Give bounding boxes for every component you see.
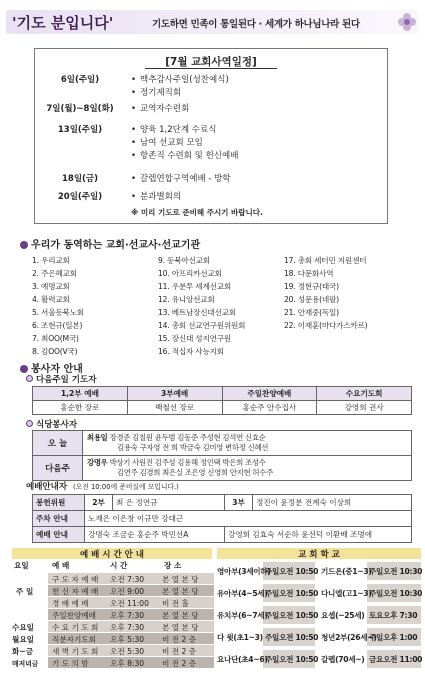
list-item: 3. 예명교회 (32, 282, 70, 291)
table-header: 수요기도회 (317, 387, 412, 401)
service-heading: 봉사자 안내 (20, 360, 83, 375)
list-item: 16. 적십자 사능지회 (158, 347, 224, 356)
schedule-date: 18일(금) (61, 174, 99, 184)
row-label: 오 늘 (33, 431, 83, 456)
table-cell: 백철선 장로 (127, 401, 222, 415)
bullet-icon (20, 365, 28, 373)
schedule-item: • 정기제직회 (131, 88, 182, 98)
table-header-row (12, 560, 214, 572)
schedule-date: 13일(주일) (57, 125, 103, 135)
list-item: 14. 총회 선교연구원위원회 (158, 321, 246, 330)
table-row: 요나단(초4~6) 주일오전 10:50 갈렙(70세~) 금요오전 11:00 (217, 648, 421, 670)
table-row: 영아부(3세이하) 주일오전 10:50 기드온(중1~3) 주일오전 10:30 (217, 560, 421, 582)
next-week-heading: 다음주일 기도자 (26, 373, 96, 385)
table-row: 주일찬양예배 오후 7:30 본 열 본 당 (52, 611, 199, 620)
list-item: 17. 총회 세터민 지원센터 (284, 256, 367, 265)
list-item: 20. 성문용(네팔) (284, 295, 339, 304)
table-row: 월요일 직분자기도회 오후 5:30 비 전 2 층 (12, 635, 197, 644)
table-row: 다 윗(초1~3) 주일오전 10:50 청년2부(26세~) 주일오후 1:00 (217, 626, 421, 648)
row-label: 예배 안내 (33, 527, 85, 543)
worship-times-title: 예 배 시 간 안 내 (12, 548, 212, 559)
list-item: 2. 주은혜교회 (32, 269, 77, 278)
table-cell: 강영희 김효숙 서순하 윤선덕 이환배 조명애 (225, 527, 412, 543)
list-item: 7. 최OO(M국) (32, 334, 79, 343)
table-row: 화~금 새 벽 기 도 회 오전 5:30 비 전 2 층 (12, 647, 197, 656)
table-row: 수요일 수 요 기 도 회 오후 7:30 본 열 본 당 (12, 623, 199, 632)
table-row: 유치부(6~7세) 주일오전 10:50 요셉(~25세) 토요오후 7:30 (217, 604, 421, 626)
list-item: 10. 아프리카선교회 (158, 269, 222, 278)
schedule-title: [7월 교회사역일정] (165, 56, 257, 68)
page-header (6, 10, 419, 34)
table-row (33, 527, 412, 543)
meal-table (32, 430, 412, 481)
divider (145, 68, 277, 69)
schedule-date: 7일(월)~8일(화) (46, 104, 114, 114)
schedule-date: 6일(주일) (60, 75, 100, 85)
table-cell: 강명숙 조금순 홍순주 박민선A (85, 527, 225, 543)
schedule-item: • 분과별회의 (131, 192, 182, 202)
table-header: 3부예배 (127, 387, 222, 401)
page-title: '기도 분입니다' (12, 14, 114, 32)
table-row (33, 456, 412, 481)
table-row (33, 511, 412, 527)
list-item: 6. 조현규(일본) (32, 321, 83, 330)
list-item: 13. 베트남장신대선교회 (158, 308, 236, 317)
table-cell: 3부 (225, 495, 253, 511)
table-row: 경 배 예 배 오전 11:00 비 전 홀 (52, 599, 189, 608)
meal-heading: 식당봉사자 (26, 418, 77, 430)
schedule-box (34, 48, 388, 224)
table-row (33, 431, 412, 456)
list-item: 4. 활력교회 (32, 295, 70, 304)
table-row: 구 도 자 예 배 오전 7:30 본 열 본 당 (52, 575, 199, 584)
bullet-icon (26, 375, 33, 382)
schedule-date: 20일(주일) (57, 192, 103, 202)
guide-table (32, 494, 412, 543)
table-row (33, 495, 412, 511)
church-school-title: 교 회 학 교 (217, 548, 421, 559)
table-cell: 홍순한 장로 (33, 401, 128, 415)
schedule-item: • 갈렙연합구역예배 - 방학 (131, 174, 231, 184)
table-cell: 최 은 정연규 (113, 495, 225, 511)
table-cell: 홍순주 안수집사 (222, 401, 317, 415)
table-cell: 정진이 윤정분 전계숙 이상희 (253, 495, 412, 511)
bullet-icon (20, 241, 28, 249)
table-cell: 강명우 박상기 사원진 김주성 김용해 정인택 박은희 조성수 김연주 김경희 최은실 조은영 신영희 안지현 허수주 (83, 456, 412, 481)
schedule-item: • 맥추감사주일(성찬예식) (131, 75, 229, 85)
table-header: 시 간 (110, 561, 128, 570)
prayer-table (32, 386, 412, 415)
schedule-item: • 교역자수련회 (131, 104, 190, 114)
flower-icon (397, 12, 417, 32)
list-item: 12. 유니앙선교회 (158, 295, 215, 304)
schedule-item: • 양육 1,2단계 수료식 (131, 125, 217, 135)
table-cell: 2부 (85, 495, 113, 511)
table-row: 주 일 헌 신 자 예 배 오전 9:00 본 열 본 당 (16, 587, 199, 596)
table-header: 1,2부 예배 (33, 387, 128, 401)
list-item: 5. 서울동북노회 (32, 308, 84, 317)
table-cell: 노재은 이은창 이규만 강대근 (85, 511, 412, 527)
row-label: 봉헌위원 (33, 495, 85, 511)
table-cell: 강영희 권사 (317, 401, 412, 415)
list-item: 1. 우리교회 (32, 256, 70, 265)
table-header: 예 배 (52, 561, 70, 570)
list-item: 15. 장신대 성지연구원 (158, 334, 231, 343)
table-cell: 최용일 장경준 김칠원 윤두범 김동준 주성현 김석연 신효순 김용숙 구자영 전 희 박금숙 김미영 변하정 신혜선 (83, 431, 412, 456)
list-item: 9. 동북아선교회 (158, 256, 210, 265)
list-item: 18. 다문화사역 (284, 269, 334, 278)
schedule-note: ※ 미리 기도로 준비해 주시기 바랍니다. (131, 208, 263, 217)
table-header: 장 소 (164, 561, 182, 570)
partners-heading: 우리가 동역하는 교회·선교사·선교기관 (20, 236, 200, 251)
list-item: 8. 김OO(V국) (32, 347, 78, 356)
bullet-icon (26, 420, 33, 427)
table-header: 주일찬양예배 (222, 387, 317, 401)
guide-heading: 예배안내자 (오전 10:00에 준비실에 모입니다.) (26, 482, 179, 492)
table-row: 유아부(4~5세) 주일오전 10:50 다니엘(고1~3) 주일오전 10:30 (217, 582, 421, 604)
schedule-item: • 남여 선교회 모임 (131, 138, 203, 148)
row-label: 주차 안내 (33, 511, 85, 527)
table-row: 매저녁금 기 도 의 밤 오후 8:30 비 전 2 층 (12, 659, 197, 668)
row-label: 다음주 (33, 456, 83, 481)
table-header: 요일 (14, 561, 29, 570)
schedule-item: • 항존직 수련회 및 헌신예배 (131, 151, 239, 161)
list-item: 11. 우분투 세계선교회 (158, 282, 231, 291)
list-item: 21. 안재중(독일) (284, 308, 339, 317)
list-item: 19. 정현규(태국) (284, 282, 339, 291)
list-item: 22. 이재훈(마다가스카르) (284, 321, 368, 330)
slogan: 기도하면 민족이 통일된다 · 세계가 하나님나라 된다 (152, 19, 360, 30)
